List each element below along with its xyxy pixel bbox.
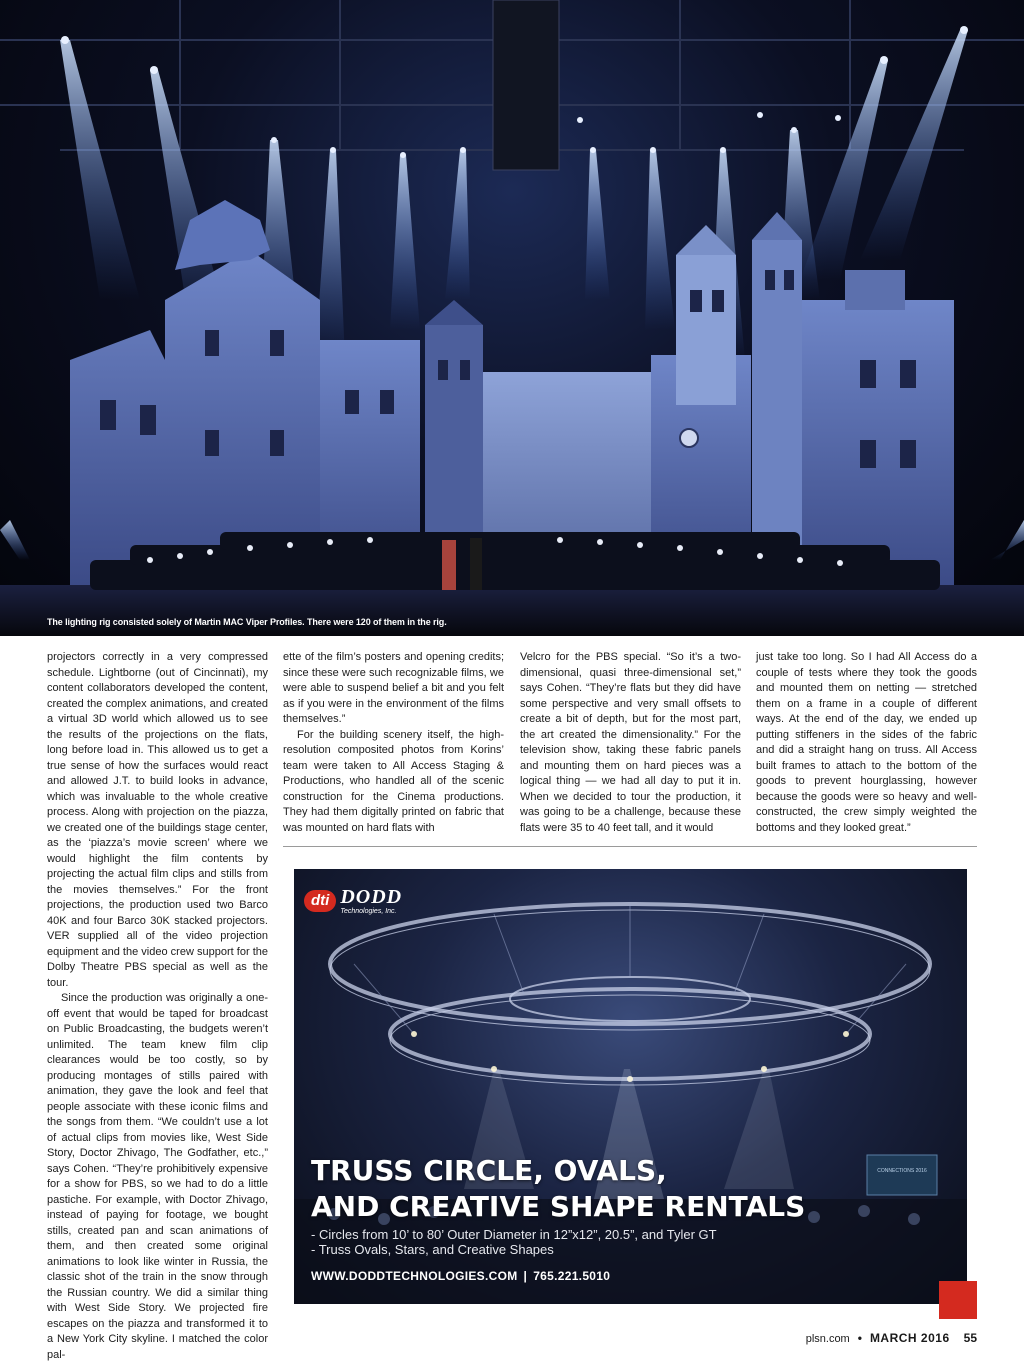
paragraph: Velcro for the PBS special. “So it’s a two-dimensional, quasi three-dimensional set,” says Cohen. “They’re flats but they did have some perspective and very small offsets to create a bit of depth, but for the most part, the art created the dimensionality.” For the television show, taking these fabric panels and mounting them on hard pieces was a logical thing — we had all day to put it in. When we decided to tour the production, it was going to be a challenge, because these flats were 35 to 40 feet tall, and it would	[520, 651, 741, 834]
brand-name: DODD	[340, 886, 403, 908]
ad-bullets	[311, 1227, 717, 1257]
brand-subtitle: Technologies, Inc.	[340, 908, 397, 915]
ad-headline-line-1: TRUSS CIRCLE, OVALS,	[311, 1154, 667, 1187]
event-screen-text: CONNECTIONS 2016	[877, 1168, 927, 1174]
singer-dress	[442, 540, 456, 590]
red-corner-mark	[939, 1281, 977, 1319]
ad-bullet: - Truss Ovals, Stars, and Creative Shapes	[311, 1242, 554, 1257]
article-column-2	[283, 650, 504, 836]
photo-caption: The lighting rig consisted solely of Martin MAC Viper Profiles. There were 120 of them in the rig.	[47, 617, 447, 627]
ad-separator: |	[523, 1269, 528, 1283]
ad-contact	[311, 1269, 610, 1283]
paragraph: projectors correctly in a very compressed schedule. Lightborne (out of Cincinnati), my content collaborators developed the content, created the complex animations, and created a virtual 3D world which allowed us to see the results of the projections on the flats, long before load in. This allowed us to get a true sense of how the surfaces would react and allowed J.T. to build looks in advance, which was invaluable to the whole creative process. Along with projection on the piazza, we created one of the buildings stage center, as the ‘piazza’s movie screen’ where we would highlight the film contents by projecting the actual film clips and stills from the movies themselves.” For the front projections, the production used two Barco 40K and four Barco 30K stacked projectors. VER supplied all of the video projection equipment and the video crew support for the Dolby Theatre PBS special as well as the tour.	[47, 651, 268, 989]
ad-headline	[311, 1153, 805, 1225]
paragraph: ette of the film’s posters and opening credits; since these were such recognizable films, we were able to suspend belief a bit and you felt as if you were in the environment of the films themselves.”	[283, 651, 504, 725]
dti-badge: dti	[304, 890, 336, 912]
article-column-1	[47, 650, 268, 1363]
ad-bullet: - Circles from 10’ to 80’ Outer Diameter in 12”x12”, 20.5”, and Tyler GT	[311, 1227, 717, 1242]
speaker-array	[493, 0, 559, 170]
article-column-4	[756, 650, 977, 836]
stage-illustration	[0, 0, 1024, 636]
paragraph: For the building scenery itself, the high-resolution composited photos from Korins’ team were taken to All Access Staging & Productions, who handled all of the scenic construction for the Cinema productions. They had them digitally printed on fabric that was mounted on hard flats with	[283, 728, 504, 834]
singer	[470, 538, 482, 590]
dodd-advertisement[interactable]	[294, 869, 967, 1304]
dodd-logo	[304, 887, 402, 915]
article-column-3	[520, 650, 741, 836]
paragraph: just take too long. So I had All Access do a couple of tests where they took the goods and mounted them on netting — stretched them on a frame in a couple of different ways. At the end of the day, we ended up putting stiffeners in the sides of the fabric and did a straight hang on truss. All Access built frames to attach to the bottom of the goods to prevent hourglassing, however because the goods were so heavy and well-constructed, the crew simply weighted the bottoms and they looked great.”	[756, 651, 977, 834]
footer-bullet: •	[857, 1331, 862, 1345]
footer-issue: MARCH 2016	[869, 1331, 950, 1345]
ad-website-link[interactable]: WWW.DODDTECHNOLOGIES.COM	[311, 1269, 518, 1283]
divider	[283, 846, 977, 847]
paragraph: Since the production was originally a one-off event that would be taped for broadcast on Public Broadcasting, the budgets weren’t unlimited. The team knew film clip clearances would be too costly, so by producing montages of stills paired with animation, they gave the look and feel that people associate with these iconic films and the songs from them. “We couldn’t use a lot of actual clips from movies like, West Side Story, Doctor Zhivago, The Godfather, etc.,” says Cohen. “They’re prohibitively expensive for a show for PBS, so we had to do a little pastiche. For example, with Doctor Zhivago, instead of paying for footage, we bought stills, created pan and scan animations of them, and then created some original animations to look like winter in Russia, the classic shot of the train in the snow through the Russian country. We did a similar thing with West Side Story. We projected fire escapes on the piazza and transformed it to a New York City skyline. I matched the color pal-	[47, 992, 268, 1361]
page-footer	[806, 1331, 977, 1345]
event-screen	[867, 1155, 937, 1195]
ad-headline-line-2: AND CREATIVE SHAPE RENTALS	[311, 1190, 806, 1223]
stage-photo	[0, 0, 1024, 636]
page-number: 55	[963, 1331, 977, 1345]
ad-phone: 765.221.5010	[533, 1269, 611, 1283]
footer-site: plsn.com	[805, 1333, 850, 1345]
